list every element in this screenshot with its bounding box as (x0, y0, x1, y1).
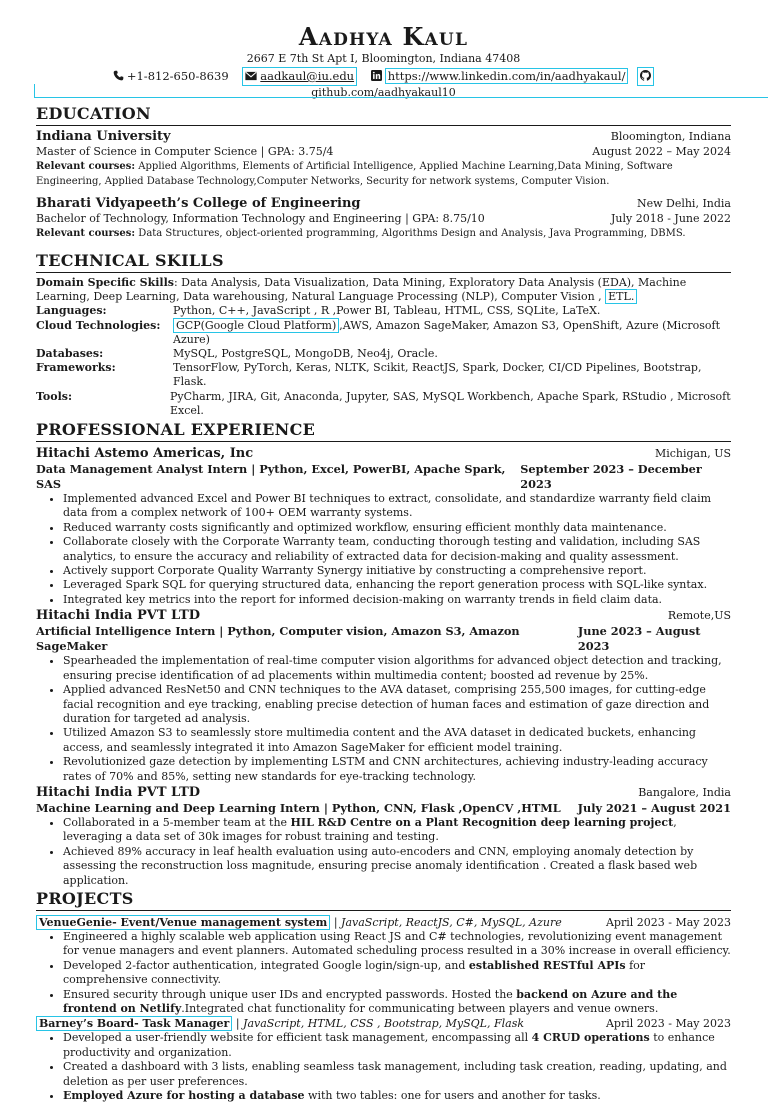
email-text: aadkaul@iu.edu (260, 69, 355, 83)
degree-dates: July 2018 - June 2022 (610, 212, 731, 225)
bullet-text: , leveraging a data set of 30k images for robust training and testing. (63, 815, 677, 844)
github-icon (640, 69, 651, 85)
gcp-link[interactable]: GCP(Google Cloud Platform) (173, 318, 339, 333)
project-tech: JavaScript, HTML, CSS , Bootstrap, MySQL, Flask (243, 1017, 525, 1031)
bullet-bold: backend on Azure and the frontend on Netlify (63, 987, 678, 1015)
linkedin-url[interactable]: https://www.linkedin.com/in/aadhyakaul/ (385, 68, 629, 84)
project-dates: April 2023 - May 2023 (605, 915, 731, 929)
skill-value: PyCharm, JIRA, Git, Anaconda, Jupyter, SAS, MySQL Workbench, Apache Spark, RStudio , Microsoft Excel. (170, 389, 731, 417)
courses-text: Data Structures, object-oriented programming, Algorithms Design and Analysis, Java Programming, DBMS. (138, 228, 686, 239)
project-bullets (36, 1031, 731, 1103)
bullet-text: for comprehensive connectivity. (63, 958, 646, 987)
bullet (63, 1031, 731, 1060)
relevant-courses (36, 226, 731, 241)
job-dates: July 2021 – August 2021 (577, 800, 731, 815)
job-entry (36, 784, 731, 888)
skill-label: Cloud Technologies: (36, 318, 161, 332)
bullet (63, 1060, 731, 1089)
institution-name: Indiana University (36, 129, 171, 144)
job-role: Data Management Analyst Intern | Python, Excel, PowerBI, Apache Spark, SAS (36, 462, 506, 492)
bullet (63, 930, 731, 959)
job-bullets (36, 816, 731, 888)
bullet-text: .Integrated chat functionality for communicating between players and venue owners. (181, 1002, 659, 1015)
project-entry (36, 915, 731, 1016)
phone-contact[interactable] (113, 68, 229, 85)
bullet-text: Developed a user-friendly website for efficient task management, encompassing all (63, 1031, 532, 1045)
bullet: • Integrated key metrics into the report for informed decision-making on warranty trends in field claim data. (63, 593, 731, 607)
skills-block (36, 276, 731, 418)
company-name: Hitachi India PVT LTD (36, 608, 201, 624)
linkedin-contact[interactable] (371, 68, 629, 85)
bullet (63, 816, 731, 845)
degree: Bachelor of Technology, Information Technology and Engineering | GPA: 8.75/10 (36, 212, 485, 225)
bullet: • Actively support Corporate Quality Warranty Synergy initiative by constructing a comprehensive report. (63, 564, 731, 578)
bullet-bold: established RESTful APIs (468, 958, 626, 972)
bullet: • Utilized Amazon S3 to seamlessly store multimedia content and the AVA dataset in dedicated buckets, enhancing access, and seamlessly integrated it into Amazon SageMaker for efficient model training. (63, 726, 731, 755)
courses-label: Relevant courses: (36, 228, 136, 239)
job-entry (36, 445, 731, 607)
skill-label: Frameworks: (36, 361, 116, 375)
institution-location: New Delhi, India (636, 197, 731, 210)
bullet-text: Created a dashboard with 3 lists, enabling seamless task management, including task creation, reading, updating, and deletion as per user preferences. (63, 1060, 727, 1088)
project-separator: | (235, 1017, 240, 1031)
degree: Master of Science in Computer Science | GPA: 3.75/4 (36, 145, 334, 158)
bullet (63, 845, 731, 888)
bullet-text: Collaborated in a 5-member team at the (63, 815, 291, 829)
phone-text: +1-812-650-8639 (126, 69, 229, 83)
skill-value-rest: ,AWS, Amazon SageMaker, Amazon S3, OpenShift, Azure (Microsoft Azure) (173, 318, 721, 346)
bullet-text: Ensured security through unique user IDs and encrypted passwords. Hosted the (63, 987, 517, 1001)
project-dates: April 2023 - May 2023 (605, 1017, 731, 1031)
bullet (63, 988, 731, 1017)
bullet (63, 959, 731, 988)
company-name: Hitachi India PVT LTD (36, 784, 201, 800)
resume-page (36, 22, 731, 1103)
github-row[interactable] (36, 86, 731, 101)
skill-label: Tools: (36, 389, 73, 403)
bullet: • Applied advanced ResNet50 and CNN techniques to the AVA dataset, comprising 255,500 images, for cutting-edge facial recognition and eye tracking, enabling precise detection of human faces and estimation of gaze direction and duration for targeted ad analysis. (63, 683, 731, 726)
skill-row-databases (36, 347, 731, 361)
skill-label: Databases: (36, 347, 104, 361)
bullet: • Spearheaded the implementation of real-time computer vision algorithms for advanced object detection and tracking, ensuring precise identification of ad placements within multimedia content; boosted ad revenue by 25%. (63, 654, 731, 683)
bullet: • Leveraged Spark SQL for querying structured data, enhancing the report generation process with SQL-like syntax. (63, 578, 731, 592)
bullet-bold: Employed Azure for hosting a database (63, 1089, 305, 1103)
skill-value: MySQL, PostgreSQL, MongoDB, Neo4j, Oracle. (173, 347, 438, 361)
project-name-link[interactable]: Barney’s Board- Task Manager (36, 1016, 232, 1031)
education-heading: EDUCATION (36, 104, 731, 126)
company-location: Remote,US (667, 609, 731, 623)
company-name: Hitachi Astemo Americas, Inc (36, 446, 254, 462)
skill-row-cloud (36, 319, 731, 347)
project-separator: | (333, 915, 338, 929)
skill-value: TensorFlow, PyTorch, Keras, NLTK, Scikit, ReactJS, Spark, Docker, CI/CD Pipelines, Bootstrap, Flask. (173, 361, 702, 389)
courses-label: Relevant courses: (36, 161, 136, 172)
institution-name: Bharati Vidyapeeth’s College of Engineering (36, 196, 361, 211)
project-entry (36, 1016, 731, 1103)
domain-skills (36, 276, 731, 304)
experience-heading: PROFESSIONAL EXPERIENCE (36, 420, 731, 442)
bullet-bold: HIL R&D Centre on a Plant Recognition deep learning project (290, 815, 674, 829)
skill-row-tools (36, 390, 731, 418)
bullet-text: Developed 2-factor authentication, integrated Google login/sign-up, and (63, 958, 469, 972)
job-dates: June 2023 – August 2023 (577, 624, 701, 654)
bullet-text: Achieved 89% accuracy in leaf health evaluation using auto-encoders and CNN, employing anomaly detection by assessing the reconstruction loss magnitude, ensuring precise anomaly identification . Created a flask based web application. (63, 844, 698, 887)
job-entry (36, 607, 731, 784)
job-role: Machine Learning and Deep Learning Intern | Python, CNN, Flask ,OpenCV ,HTML (36, 800, 561, 815)
job-bullets (36, 654, 731, 784)
domain-skills-label: Domain Specific Skills (36, 276, 174, 289)
education-entry (36, 128, 731, 189)
domain-skills-text: : Data Analysis, Data Visualization, Data Mining, Exploratory Data Analysis (EDA), Machine Learning, Deep Learning, Data warehousing, Natural Language Processing (NLP), Computer Vision , (36, 276, 687, 304)
skill-value: Python, C++, JavaScript , R ,Power BI, Tableau, HTML, CSS, SQLite, LaTeX. (173, 304, 601, 318)
bullet: • Implemented advanced Excel and Power BI techniques to extract, consolidate, and standardize warranty field claim data from a complex network of 100+ OEM warranty systems. (63, 492, 731, 521)
bullet: • Reduced warranty costs significantly and optimized workflow, ensuring efficient monthly data maintenance. (63, 521, 731, 535)
skill-row-frameworks (36, 361, 731, 389)
bullet (63, 1089, 731, 1103)
bullet: • Revolutionized gaze detection by implementing LSTM and CNN architectures, achieving industry-leading accuracy rates of 70% and 85%, setting new standards for eye-tracking technology. (63, 755, 731, 784)
github-url[interactable]: github.com/aadhyakaul10 (311, 86, 456, 99)
github-link-box[interactable] (34, 84, 768, 98)
bullet-bold: 4 CRUD operations (531, 1031, 650, 1045)
skills-heading: TECHNICAL SKILLS (36, 251, 731, 273)
skill-label: Languages: (36, 304, 107, 318)
company-location: Michigan, US (654, 447, 731, 461)
envelope-icon (245, 69, 257, 85)
etl-link[interactable]: ETL. (605, 289, 637, 304)
courses-text: Applied Algorithms, Elements of Artificial Intelligence, Applied Machine Learning,Data Mining, Software Engineering, Applied Database Technology,Computer Networks, Security for network systems, Computer Vision. (36, 161, 673, 187)
job-bullets (36, 492, 731, 607)
institution-location: Bloomington, Indiana (610, 130, 731, 143)
bullet-text: Engineered a highly scalable web application using React JS and C# technologies, revolutionizing event management for venue managers and event planners. Automated scheduling process resulted in a 30% increase in overall efficiency. (63, 929, 731, 958)
linkedin-icon (371, 69, 382, 85)
candidate-name: Aadhya Kaul (298, 22, 469, 51)
company-location: Bangalore, India (638, 785, 731, 799)
project-bullets (36, 930, 731, 1016)
job-dates: September 2023 – December 2023 (520, 462, 702, 492)
job-role: Artificial Intelligence Intern | Python, Computer vision, Amazon S3, Amazon SageMaker (36, 624, 520, 654)
skill-row-languages (36, 304, 731, 318)
relevant-courses (36, 159, 731, 189)
phone-icon (113, 69, 124, 85)
skill-value (173, 319, 731, 347)
bullet-text: to enhance productivity and organization. (63, 1031, 715, 1059)
projects-heading: PROJECTS (36, 889, 731, 911)
bullet-text: with two tables: one for users and another for tasks. (304, 1089, 601, 1103)
address: 2667 E 7th St Apt I, Bloomington, Indiana 47408 (246, 52, 521, 65)
degree-dates: August 2022 – May 2024 (592, 145, 731, 158)
project-name-link[interactable]: VenueGenie- Event/Venue management system (36, 915, 330, 930)
bullet: • Collaborate closely with the Corporate Warranty team, conducting thorough testing and validation, including SAS analytics, to ensure the accuracy and reliability of extracted data for decision-making and quality assessment. (63, 535, 731, 564)
project-tech: JavaScript, ReactJS, C#, MySQL, Azure (341, 915, 562, 929)
education-entry (36, 195, 731, 241)
